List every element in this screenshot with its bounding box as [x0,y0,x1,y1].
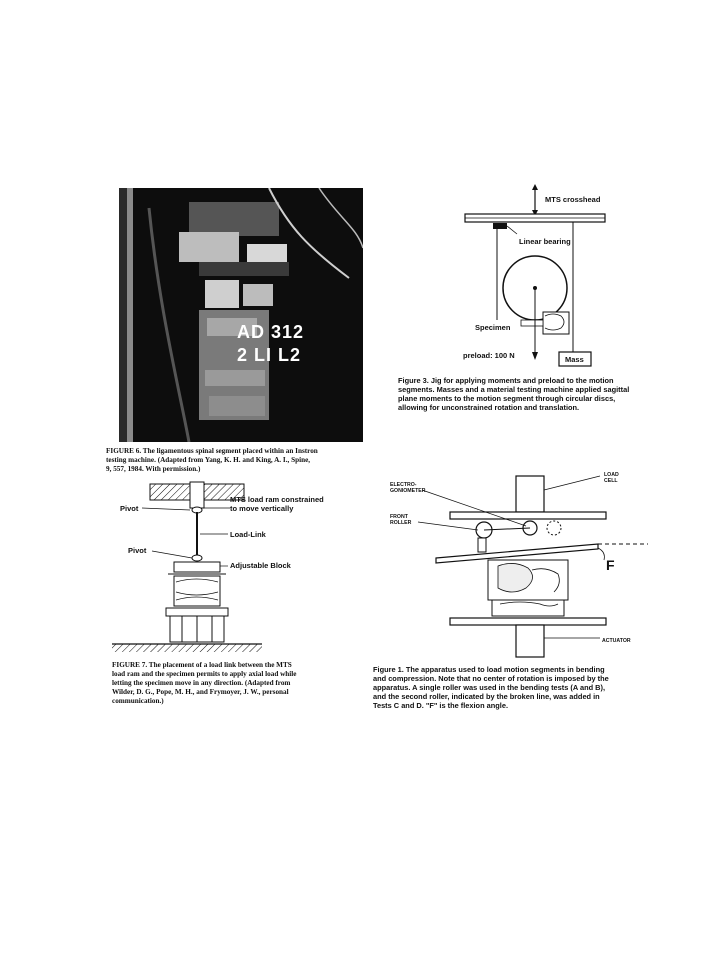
label-load-cell-2: CELL [604,478,618,484]
figure-6-caption [106,447,368,474]
label-pivot-bottom: Pivot [128,546,147,555]
label-ram-2: to move vertically [230,504,294,513]
caption-line: Figure 1. The apparatus used to load motion segments in bending [373,665,605,674]
caption-line: Figure 3. Jig for applying moments and preload to the motion [398,376,614,385]
caption-line: 9, 557, 1984. With permission.) [106,465,201,473]
caption-line: letting the specimen move in any direction. (Adapted from [112,679,291,687]
label-flexion-angle: F [606,557,615,573]
figure-3-diagram [455,180,625,370]
label-ram: MTS load ram constrained [230,495,324,504]
figure-1-diagram [388,462,648,662]
label-actuator: ACTUATOR [602,638,631,644]
caption-line: testing machine. (Adapted from Yang, K. H. and King, A. I., Spine, [106,456,311,464]
label-pivot-top: Pivot [120,504,139,513]
photo-label-line1: AD 312 [237,322,305,342]
caption-line: communication.) [112,697,164,705]
label-crosshead: MTS crosshead [545,195,601,204]
figure-1-caption [373,665,648,710]
caption-line: Tests C and D. "F" is the flexion angle. [373,701,508,710]
caption-line: and compression. Note that no center of rotation is imposed by the [373,674,609,683]
label-front-roller-1: FRONT [390,514,408,520]
label-linear-bearing: Linear bearing [519,237,571,246]
figure-3-caption [398,376,658,412]
label-specimen: Specimen [475,323,511,332]
label-adjustable-block: Adjustable Block [230,561,291,570]
caption-line: FIGURE 6. The ligamentous spinal segment placed within an Instron [106,447,318,455]
label-front-roller-2: ROLLER [390,520,412,526]
caption-line: apparatus. A single roller was used in the bending tests (A and B), [373,683,606,692]
figure-6-photo [119,188,363,442]
caption-line: FIGURE 7. The placement of a load link between the MTS [112,661,292,669]
label-electrogoniometer-1: ELECTRO- [390,482,417,488]
figure-7-caption [112,661,370,706]
caption-line: Wilder, D. G., Pope, M. H., and Frymoyer, J. W., personal [112,688,289,696]
caption-line: plane moments to the motion segment through circular discs, [398,394,616,403]
label-electrogoniometer-2: GONIOMETER [390,488,426,494]
photo-label-line2: 2 LI L2 [237,345,302,365]
caption-line: allowing for unconstrained rotation and translation. [398,403,580,412]
label-mass: Mass [565,355,584,364]
caption-line: segments. Masses and a material testing machine applied sagittal [398,385,630,394]
label-load-cell-1: LOAD [604,472,619,478]
figure-7-diagram [112,478,367,656]
label-preload: preload: 100 N [463,351,515,360]
caption-line: load ram and the specimen permits to apply axial load while [112,670,297,678]
caption-line: and the second roller, indicated by the broken line, was added in [373,692,600,701]
label-load-link: Load-Link [230,530,266,539]
